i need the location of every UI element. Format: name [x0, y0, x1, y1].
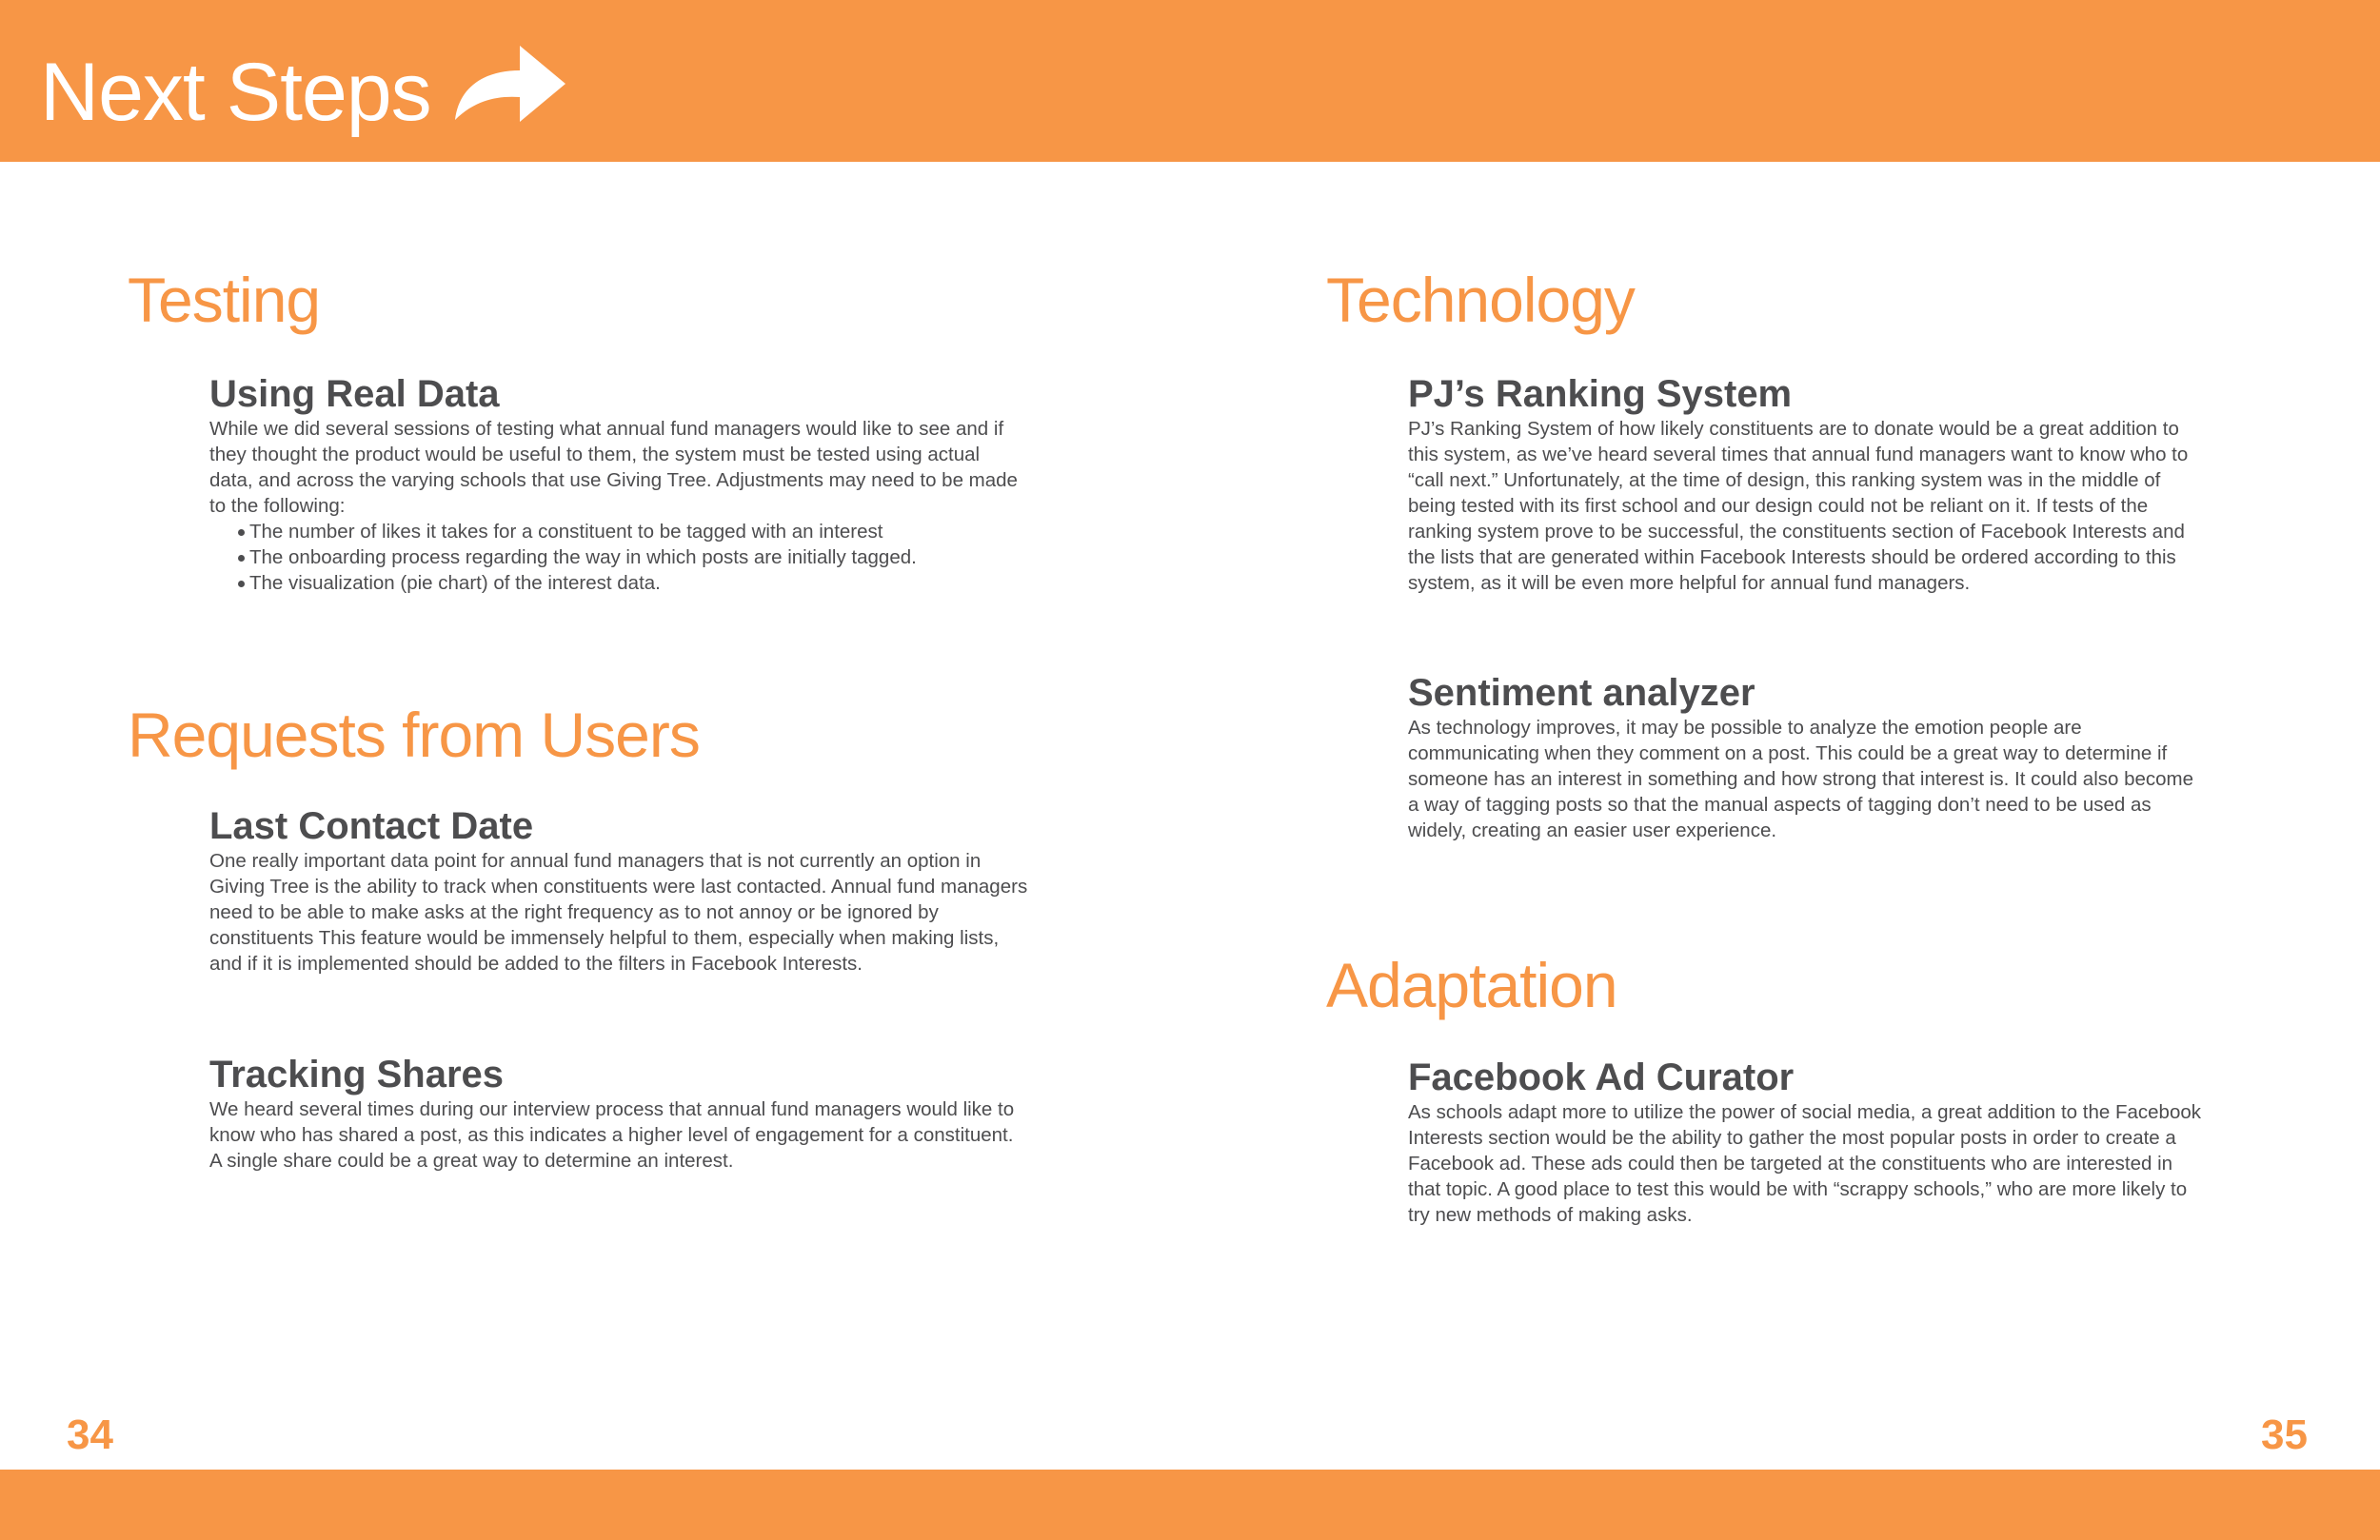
bullet-icon — [238, 555, 245, 562]
page-title: Next Steps — [40, 47, 431, 138]
block-facebook-ad-curator — [1408, 1056, 2208, 1228]
block-using-real-data — [209, 372, 1028, 596]
header-band — [0, 0, 2380, 162]
section-heading-adaptation: Adaptation — [1326, 950, 1617, 1020]
block-body: One really important data point for annual fund managers that is not currently an option in Giving Tree is the ability to track when constituents were last contacted. Annual fund managers need to be able to make asks at the right frequency as to not annoy or be ignored by constituents This feature would be immensely helpful to them, especially when making lists, and if it is implemented should be added to the filters in Facebook Interests. — [209, 850, 1028, 975]
block-body: PJ’s Ranking System of how likely constituents are to donate would be a great addition to this system, as we’ve heard several times that annual fund managers want to know who to “call next.” Unfortunately, at the time of design, this ranking system was in the middle of being tested with its first school and our design could not be reliant on it. If tests of the ranking system prove to be successful, the constituents section of Facebook Interests and the lists that are generated within Facebook Interests should be ordered according to this system, as it will be even more helpful for annual fund managers. — [1408, 418, 2189, 594]
page-number-left: 34 — [67, 1412, 113, 1458]
section-heading-testing: Testing — [128, 265, 321, 335]
curved-arrow-right-icon — [451, 42, 569, 128]
list-item: The visualization (pie chart) of the interest data. — [238, 570, 1028, 596]
block-tracking-shares — [209, 1053, 1028, 1174]
block-body: As technology improves, it may be possible to analyze the emotion people are communicating when they comment on a post. This could be a great way to determine if someone has an interest in something and how strong that interest is. It could also become a way of tagging posts so that the manual aspects of tagging don’t need to be used as widely, creating an easier user experience. — [1408, 717, 2194, 841]
list-item: The onboarding process regarding the way in which posts are initially tagged. — [238, 544, 1028, 570]
block-title: Last Contact Date — [209, 805, 534, 847]
block-body: As schools adapt more to utilize the power of social media, a great addition to the Facebook Interests section would be the ability to gather the most popular posts in order to create a Facebook ad. These ads could then be targeted at the constituents who are interested in that topic. A good place to test this would be with “scrappy schools,” who are more likely to try new methods of making asks. — [1408, 1101, 2202, 1226]
bullet-list — [238, 519, 1028, 596]
section-heading-technology: Technology — [1326, 265, 1635, 335]
list-item: The number of likes it takes for a constituent to be tagged with an interest — [238, 519, 1028, 544]
block-title: Facebook Ad Curator — [1408, 1056, 1795, 1098]
block-sentiment-analyzer — [1408, 671, 2208, 843]
block-title: Sentiment analyzer — [1408, 672, 1755, 714]
block-title: PJ’s Ranking System — [1408, 373, 1793, 415]
bullet-icon — [238, 529, 245, 536]
block-body: While we did several sessions of testing what annual fund managers would like to see and if they thought the product would be useful to them, the system must be tested using actual data, and across the varying schools that use Giving Tree. Adjustments may need to be made to the following: — [209, 418, 1018, 517]
bullet-icon — [238, 581, 245, 587]
block-body: We heard several times during our interview process that annual fund managers would like to know who has shared a post, as this indicates a higher level of engagement for a constituent. A single share could be a great way to determine an interest. — [209, 1098, 1015, 1172]
block-pjs-ranking-system — [1408, 372, 2208, 596]
block-last-contact-date — [209, 804, 1028, 977]
block-title: Using Real Data — [209, 373, 500, 415]
section-heading-requests-from-users: Requests from Users — [128, 700, 700, 770]
page-number-right: 35 — [2261, 1412, 2308, 1458]
block-title: Tracking Shares — [209, 1054, 505, 1096]
footer-band — [0, 1470, 2380, 1540]
